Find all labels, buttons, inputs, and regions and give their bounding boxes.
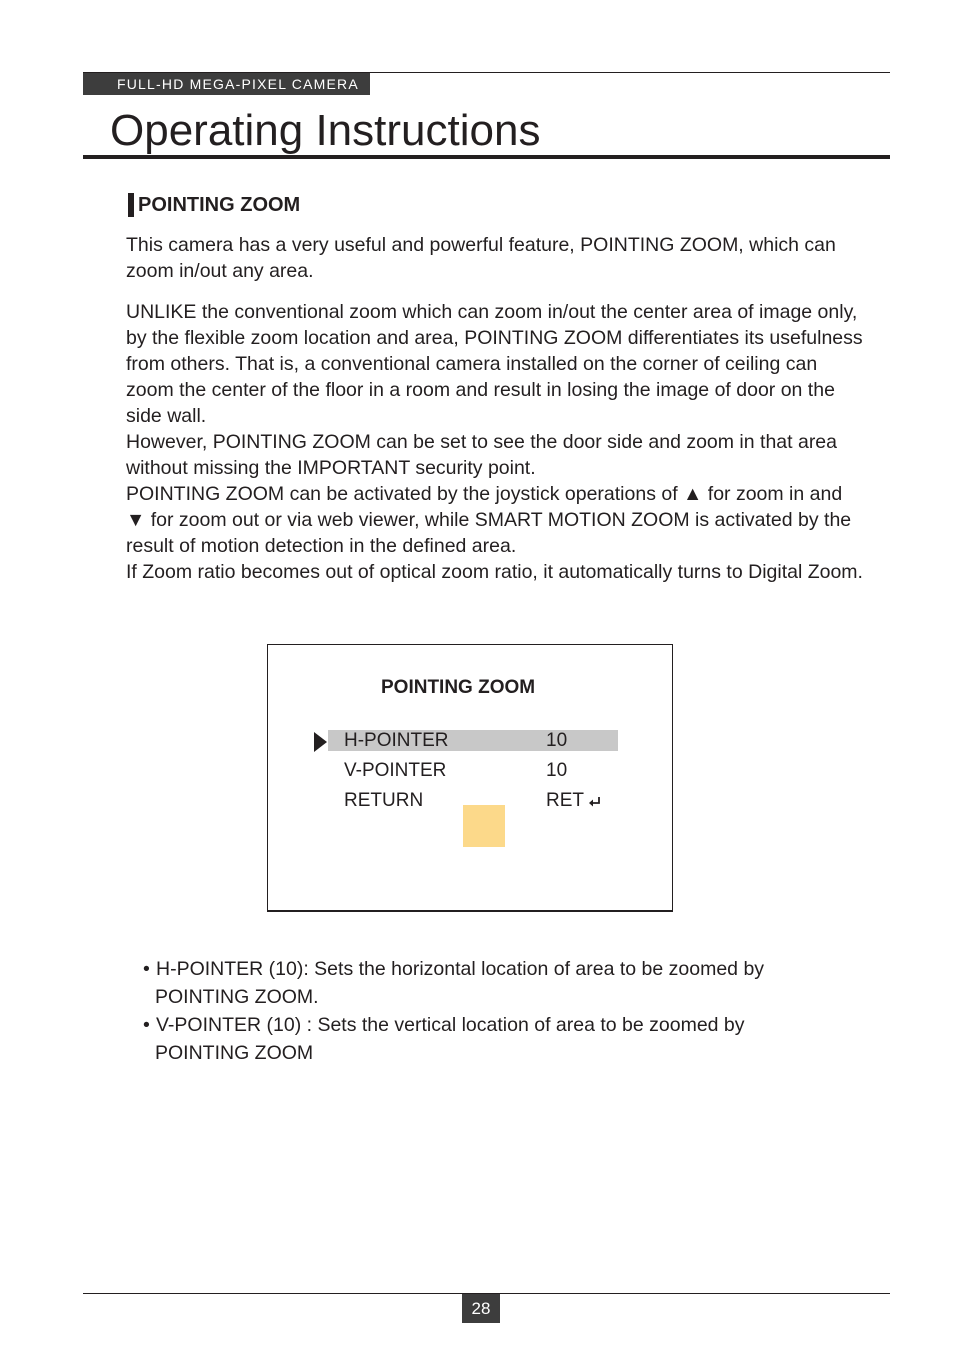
bullet-marker: • (143, 958, 150, 980)
title-rule (83, 155, 890, 159)
page-number: 28 (462, 1294, 500, 1323)
enter-arrow-icon (588, 795, 602, 809)
osd-item-label: V-POINTER (344, 760, 447, 781)
osd-item-label: H-POINTER (344, 730, 449, 751)
osd-item-value: 10 (546, 760, 568, 781)
osd-item-label: RETURN (344, 790, 424, 811)
osd-item-v-pointer[interactable] (328, 760, 618, 781)
osd-item-value-wrap (546, 790, 602, 811)
osd-item-h-pointer[interactable] (328, 730, 618, 751)
body-paragraph: If Zoom ratio becomes out of optical zoom ratio, it automatically turns to Digital Zoom. (126, 561, 863, 583)
body-paragraph: POINTING ZOOM can be activated by the joystick operations of ▲ for zoom in and ▼ for zoom out or via web viewer, while SMART MOTION ZOOM is activated by the result of motion detection in the defined area. (126, 483, 852, 557)
section-heading (128, 192, 300, 218)
osd-cursor-block (463, 805, 505, 847)
section-marker-bar (128, 193, 134, 217)
section-heading-label: POINTING ZOOM (138, 193, 301, 216)
body-text (126, 299, 866, 585)
bullet-text: H-POINTER (10): Sets the horizontal location of area to be zoomed by (156, 958, 765, 980)
osd-item-value: 10 (546, 730, 568, 751)
right-triangle-icon (314, 732, 327, 752)
list-item (143, 955, 863, 1011)
bullet-list (143, 955, 863, 1067)
intro-paragraph: This camera has a very useful and powerful feature, POINTING ZOOM, which can zoom in/out any area. (126, 234, 836, 282)
body-paragraph: However, POINTING ZOOM can be set to see the door side and zoom in that area without missing the IMPORTANT security point. (126, 431, 837, 479)
osd-item-value: RET (546, 790, 584, 811)
bullet-marker: • (143, 1014, 150, 1036)
bullet-text: V-POINTER (10) : Sets the vertical location of area to be zoomed by (156, 1014, 745, 1036)
body-paragraph: UNLIKE the conventional zoom which can zoom in/out the center area of image only, by the flexible zoom location and area, POINTING ZOOM differentiates its usefulness from others. That is, a conventional camera installed on the corner of ceiling can zoom the center of the floor in a room and result in losing the image of door on the side wall. (126, 301, 863, 427)
page-title: Operating Instructions (110, 106, 541, 155)
osd-menu-screen (267, 644, 673, 912)
bullet-continuation: POINTING ZOOM (155, 1042, 314, 1064)
bullet-continuation: POINTING ZOOM. (155, 986, 319, 1008)
list-item (143, 1011, 863, 1067)
product-label: FULL-HD MEGA-PIXEL CAMERA (83, 73, 370, 95)
osd-menu-title: POINTING ZOOM (381, 677, 536, 698)
